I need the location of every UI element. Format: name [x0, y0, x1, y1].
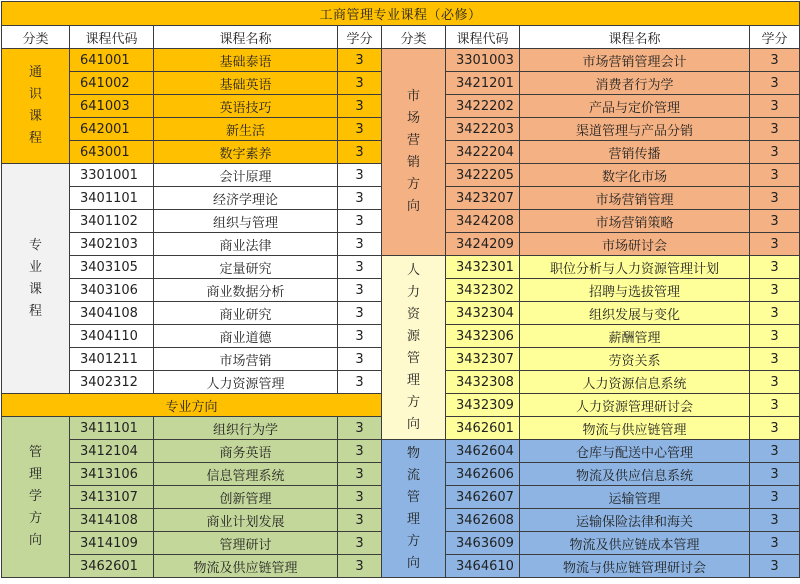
- left-course-name: 定量研究: [154, 256, 338, 279]
- left-course-code: 643001: [70, 141, 154, 164]
- right-course-credit: 3: [750, 141, 800, 164]
- left-course-code: 3403106: [70, 279, 154, 302]
- category-logistics-label: 物流管理方向: [406, 445, 420, 571]
- right-course-code: 3301003: [446, 49, 520, 72]
- right-course-credit: 3: [750, 463, 800, 486]
- header-code-right: 课程代码: [446, 26, 520, 49]
- left-course-credit: 3: [338, 233, 382, 256]
- right-course-name: 物流与供应链管理: [520, 417, 750, 440]
- left-course-name: 商业数据分析: [154, 279, 338, 302]
- category-core: [2, 49, 70, 164]
- right-course-code: 3432308: [446, 371, 520, 394]
- right-course-code: 3424209: [446, 233, 520, 256]
- right-course-credit: 3: [750, 95, 800, 118]
- right-course-credit: 3: [750, 210, 800, 233]
- left-course-name: 基础泰语: [154, 49, 338, 72]
- right-course-name: 劳资关系: [520, 348, 750, 371]
- category-major-label: 专业课程: [28, 237, 42, 319]
- left-course-code: 3412104: [70, 440, 154, 463]
- right-course-credit: 3: [750, 394, 800, 417]
- right-course-code: 3422202: [446, 95, 520, 118]
- right-course-code: 3424208: [446, 210, 520, 233]
- right-course-credit: 3: [750, 279, 800, 302]
- right-course-code: 3432301: [446, 256, 520, 279]
- header-row: [2, 26, 800, 49]
- left-course-code: 3403105: [70, 256, 154, 279]
- category-logistics: [382, 440, 446, 578]
- header-name-right: 课程名称: [520, 26, 750, 49]
- left-course-name: 市场营销: [154, 348, 338, 371]
- left-course-credit: 3: [338, 463, 382, 486]
- left-course-credit: 3: [338, 279, 382, 302]
- table-row: [2, 440, 800, 463]
- left-course-credit: 3: [338, 141, 382, 164]
- right-course-credit: 3: [750, 532, 800, 555]
- left-course-credit: 3: [338, 187, 382, 210]
- left-course-credit: 3: [338, 348, 382, 371]
- left-course-code: 3404108: [70, 302, 154, 325]
- left-course-code: 3414109: [70, 532, 154, 555]
- left-course-name: 数字素养: [154, 141, 338, 164]
- left-course-code: 3301001: [70, 164, 154, 187]
- right-course-name: 人力资源管理研讨会: [520, 394, 750, 417]
- header-code-left: 课程代码: [70, 26, 154, 49]
- left-course-credit: 3: [338, 72, 382, 95]
- right-course-name: 营销传播: [520, 141, 750, 164]
- right-course-name: 市场研讨会: [520, 233, 750, 256]
- left-course-credit: 3: [338, 440, 382, 463]
- right-course-code: 3464610: [446, 555, 520, 578]
- right-course-credit: 3: [750, 486, 800, 509]
- left-course-credit: 3: [338, 118, 382, 141]
- left-course-credit: 3: [338, 210, 382, 233]
- right-course-credit: 3: [750, 509, 800, 532]
- right-course-name: 仓库与配送中心管理: [520, 440, 750, 463]
- right-course-credit: 3: [750, 348, 800, 371]
- right-course-name: 运输管理: [520, 486, 750, 509]
- right-course-code: 3462606: [446, 463, 520, 486]
- left-course-code: 3413107: [70, 486, 154, 509]
- left-course-name: 组织行为学: [154, 417, 338, 440]
- table-row: [2, 49, 800, 72]
- right-course-credit: 3: [750, 72, 800, 95]
- header-category-right: 分类: [382, 26, 446, 49]
- right-course-code: 3462604: [446, 440, 520, 463]
- right-course-credit: 3: [750, 164, 800, 187]
- category-marketing: [382, 49, 446, 256]
- left-course-code: 3404110: [70, 325, 154, 348]
- header-credit-left: 学分: [338, 26, 382, 49]
- right-course-name: 市场营销管理: [520, 187, 750, 210]
- category-marketing-label: 市场营销方向: [406, 89, 420, 214]
- left-course-code: 642001: [70, 118, 154, 141]
- category-major: [2, 164, 70, 394]
- left-course-name: 会计原理: [154, 164, 338, 187]
- right-course-code: 3432306: [446, 325, 520, 348]
- left-course-credit: 3: [338, 555, 382, 578]
- right-course-credit: 3: [750, 118, 800, 141]
- category-management: [2, 417, 70, 578]
- right-course-code: 3423207: [446, 187, 520, 210]
- right-course-name: 组织发展与变化: [520, 302, 750, 325]
- direction-header: 专业方向: [2, 394, 382, 417]
- left-course-name: 经济学理论: [154, 187, 338, 210]
- right-course-name: 薪酬管理: [520, 325, 750, 348]
- header-credit-right: 学分: [750, 26, 800, 49]
- left-course-name: 商业研究: [154, 302, 338, 325]
- left-course-code: 3401102: [70, 210, 154, 233]
- left-course-code: 3402103: [70, 233, 154, 256]
- left-course-credit: 3: [338, 509, 382, 532]
- left-course-name: 商业道德: [154, 325, 338, 348]
- right-course-name: 物流与供应链管理研讨会: [520, 555, 750, 578]
- right-course-credit: 3: [750, 325, 800, 348]
- right-course-name: 职位分析与人力资源管理计划: [520, 256, 750, 279]
- right-course-name: 渠道管理与产品分销: [520, 118, 750, 141]
- right-course-name: 物流及供应链成本管理: [520, 532, 750, 555]
- right-course-code: 3422204: [446, 141, 520, 164]
- right-course-name: 消费者行为学: [520, 72, 750, 95]
- category-management-label: 管理学方向: [28, 445, 42, 548]
- left-course-code: 3401211: [70, 348, 154, 371]
- left-course-credit: 3: [338, 417, 382, 440]
- left-course-name: 商务英语: [154, 440, 338, 463]
- left-course-credit: 3: [338, 302, 382, 325]
- header-name-left: 课程名称: [154, 26, 338, 49]
- right-course-credit: 3: [750, 256, 800, 279]
- left-course-code: 641001: [70, 49, 154, 72]
- category-hr-label: 人力资源管理方向: [406, 262, 420, 432]
- category-hr: [382, 256, 446, 440]
- left-course-credit: 3: [338, 371, 382, 394]
- course-table: [1, 1, 800, 578]
- right-course-credit: 3: [750, 555, 800, 578]
- right-course-code: 3432302: [446, 279, 520, 302]
- right-course-name: 招聘与选拔管理: [520, 279, 750, 302]
- left-course-name: 新生活: [154, 118, 338, 141]
- left-course-code: 3411101: [70, 417, 154, 440]
- right-course-credit: 3: [750, 417, 800, 440]
- left-course-credit: 3: [338, 325, 382, 348]
- left-course-name: 基础英语: [154, 72, 338, 95]
- left-course-code: 641003: [70, 95, 154, 118]
- right-course-code: 3462608: [446, 509, 520, 532]
- right-course-code: 3463609: [446, 532, 520, 555]
- left-course-code: 3414108: [70, 509, 154, 532]
- right-course-code: 3432307: [446, 348, 520, 371]
- right-course-credit: 3: [750, 371, 800, 394]
- right-course-code: 3462601: [446, 417, 520, 440]
- left-course-credit: 3: [338, 256, 382, 279]
- left-course-code: 3462601: [70, 555, 154, 578]
- left-course-name: 商业法律: [154, 233, 338, 256]
- right-course-credit: 3: [750, 187, 800, 210]
- table-title: 工商管理专业课程（必修）: [2, 2, 800, 26]
- left-course-credit: 3: [338, 486, 382, 509]
- right-course-credit: 3: [750, 440, 800, 463]
- right-course-name: 产品与定价管理: [520, 95, 750, 118]
- left-course-name: 信息管理系统: [154, 463, 338, 486]
- right-course-credit: 3: [750, 302, 800, 325]
- right-course-name: 运输保险法律和海关: [520, 509, 750, 532]
- left-course-credit: 3: [338, 95, 382, 118]
- right-course-code: 3462607: [446, 486, 520, 509]
- table-row: [2, 256, 800, 279]
- left-course-name: 创新管理: [154, 486, 338, 509]
- left-course-name: 英语技巧: [154, 95, 338, 118]
- right-course-code: 3422203: [446, 118, 520, 141]
- left-course-credit: 3: [338, 49, 382, 72]
- right-course-code: 3432309: [446, 394, 520, 417]
- right-course-code: 3421201: [446, 72, 520, 95]
- left-course-credit: 3: [338, 164, 382, 187]
- left-course-credit: 3: [338, 532, 382, 555]
- right-course-credit: 3: [750, 49, 800, 72]
- right-course-credit: 3: [750, 233, 800, 256]
- right-course-name: 物流及供应信息系统: [520, 463, 750, 486]
- right-course-code: 3432304: [446, 302, 520, 325]
- left-course-code: 3402312: [70, 371, 154, 394]
- right-course-name: 数字化市场: [520, 164, 750, 187]
- category-core-label: 通识课程: [28, 65, 42, 146]
- left-course-name: 商业计划发展: [154, 509, 338, 532]
- left-course-code: 641002: [70, 72, 154, 95]
- left-course-name: 管理研讨: [154, 532, 338, 555]
- left-course-name: 物流及供应链管理: [154, 555, 338, 578]
- right-course-name: 市场营销策略: [520, 210, 750, 233]
- left-course-name: 组织与管理: [154, 210, 338, 233]
- header-category-left: 分类: [2, 26, 70, 49]
- left-course-code: 3413106: [70, 463, 154, 486]
- left-course-name: 人力资源管理: [154, 371, 338, 394]
- title-row: [2, 2, 800, 26]
- right-course-name: 人力资源信息系统: [520, 371, 750, 394]
- right-course-name: 市场营销管理会计: [520, 49, 750, 72]
- right-course-code: 3422205: [446, 164, 520, 187]
- left-course-code: 3401101: [70, 187, 154, 210]
